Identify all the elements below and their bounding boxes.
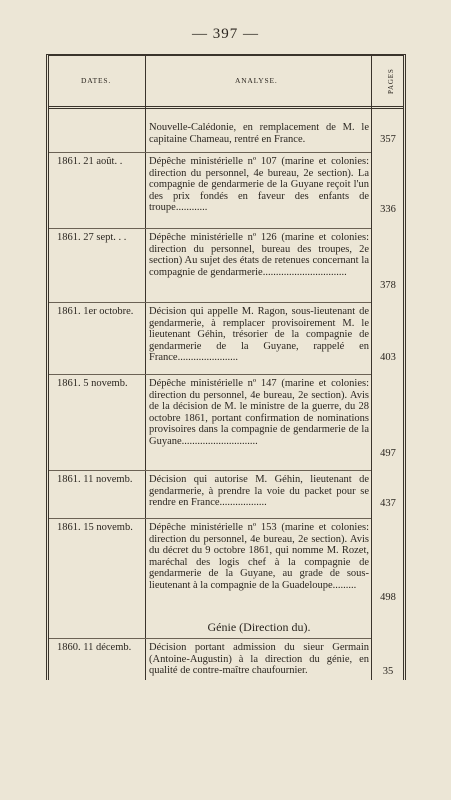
entry-text: Dépêche ministérielle nº 107 (marine et colonies: direction du personnel, 4e bureau, 2e section). La compagnie de gendarmerie de la Guyane reçoit l'un des prix fondés en faveur des enfants de troupe............ [149, 156, 369, 214]
entry-text: Décision qui autorise M. Géhin, lieutenant de gendarmerie, à prendre la voie du packet pour se rendre en France.................. [149, 474, 369, 509]
header-pages: PAGES [387, 68, 395, 94]
entry-text: Nouvelle-Calédonie, en remplacement de M. le capitaine Chameau, rentré en France. [149, 122, 369, 145]
entry-date: 1861. 27 sept. . . [57, 232, 127, 243]
entry-date: 1861. 5 novemb. [57, 378, 128, 389]
index-table [46, 54, 406, 680]
entry-page: 378 [380, 280, 396, 291]
entry-page: 498 [380, 592, 396, 603]
entry-date: 1861. 11 novemb. [57, 474, 133, 485]
row-divider [49, 374, 371, 375]
entry-text: Dépêche ministérielle nº 153 (marine et colonies: direction du personnel, 4e bureau, 2e section). Avis du décret du 9 octobre 1861, qui nomme M. Rozet, maréchal des logis chef à la compagnie de gendarmerie de la Guyane, au grade de sous-lieutenant à la compagnie de la Guadeloupe......... [149, 522, 369, 591]
entry-text: Dépêche ministérielle nº 147 (marine et colonies: direction du personnel, 4e bureau, 2e section). Avis de la décision de M. le ministre de la guerre, du 28 octobre 1861, portant confirmation de nominations provisoires dans la compagnie de gendarmerie de la Guyane............................. [149, 378, 369, 447]
page-number: — 397 — [192, 26, 259, 42]
column-divider [145, 56, 146, 680]
entry-page: 336 [380, 204, 396, 215]
entry-date: 1861. 15 novemb. [57, 522, 133, 533]
entry-page: 437 [380, 498, 396, 509]
entry-date: 1860. 11 décemb. [57, 642, 132, 653]
row-divider [49, 152, 371, 153]
entry-page: 403 [380, 352, 396, 363]
entry-text: Décision portant admission du sieur Germain (Antoine-Augustin) à la direction du génie, en qualité de contre-maître chaufournier. [149, 642, 369, 677]
entry-page: 497 [380, 448, 396, 459]
entry-page: 35 [382, 666, 394, 677]
table-header [49, 56, 403, 109]
row-divider [49, 302, 371, 303]
entry-date: 1861. 1er octobre. [57, 306, 134, 317]
header-analyse: ANALYSE. [235, 76, 278, 85]
header-dates: DATES. [81, 76, 112, 85]
column-divider [371, 56, 372, 680]
row-divider [49, 638, 371, 639]
section-heading: Génie (Direction du). [207, 620, 311, 634]
row-divider [49, 518, 371, 519]
entry-text: Décision qui appelle M. Ragon, sous-lieutenant de gendarmerie, à remplacer provisoirement M. le lieutenant Géhin, trésorier de la compagnie de gendarmerie de la Guyane, rappelé en France....................... [149, 306, 369, 364]
entry-date: 1861. 21 août. . [57, 156, 123, 167]
row-divider [49, 470, 371, 471]
row-divider [49, 228, 371, 229]
entry-page: 357 [380, 134, 396, 145]
entry-text: Dépêche ministérielle nº 126 (marine et colonies: direction du personnel, bureau des troupes, 2e section) Au sujet des états de retenues concernant la compagnie de gendarmerie................................ [149, 232, 369, 278]
